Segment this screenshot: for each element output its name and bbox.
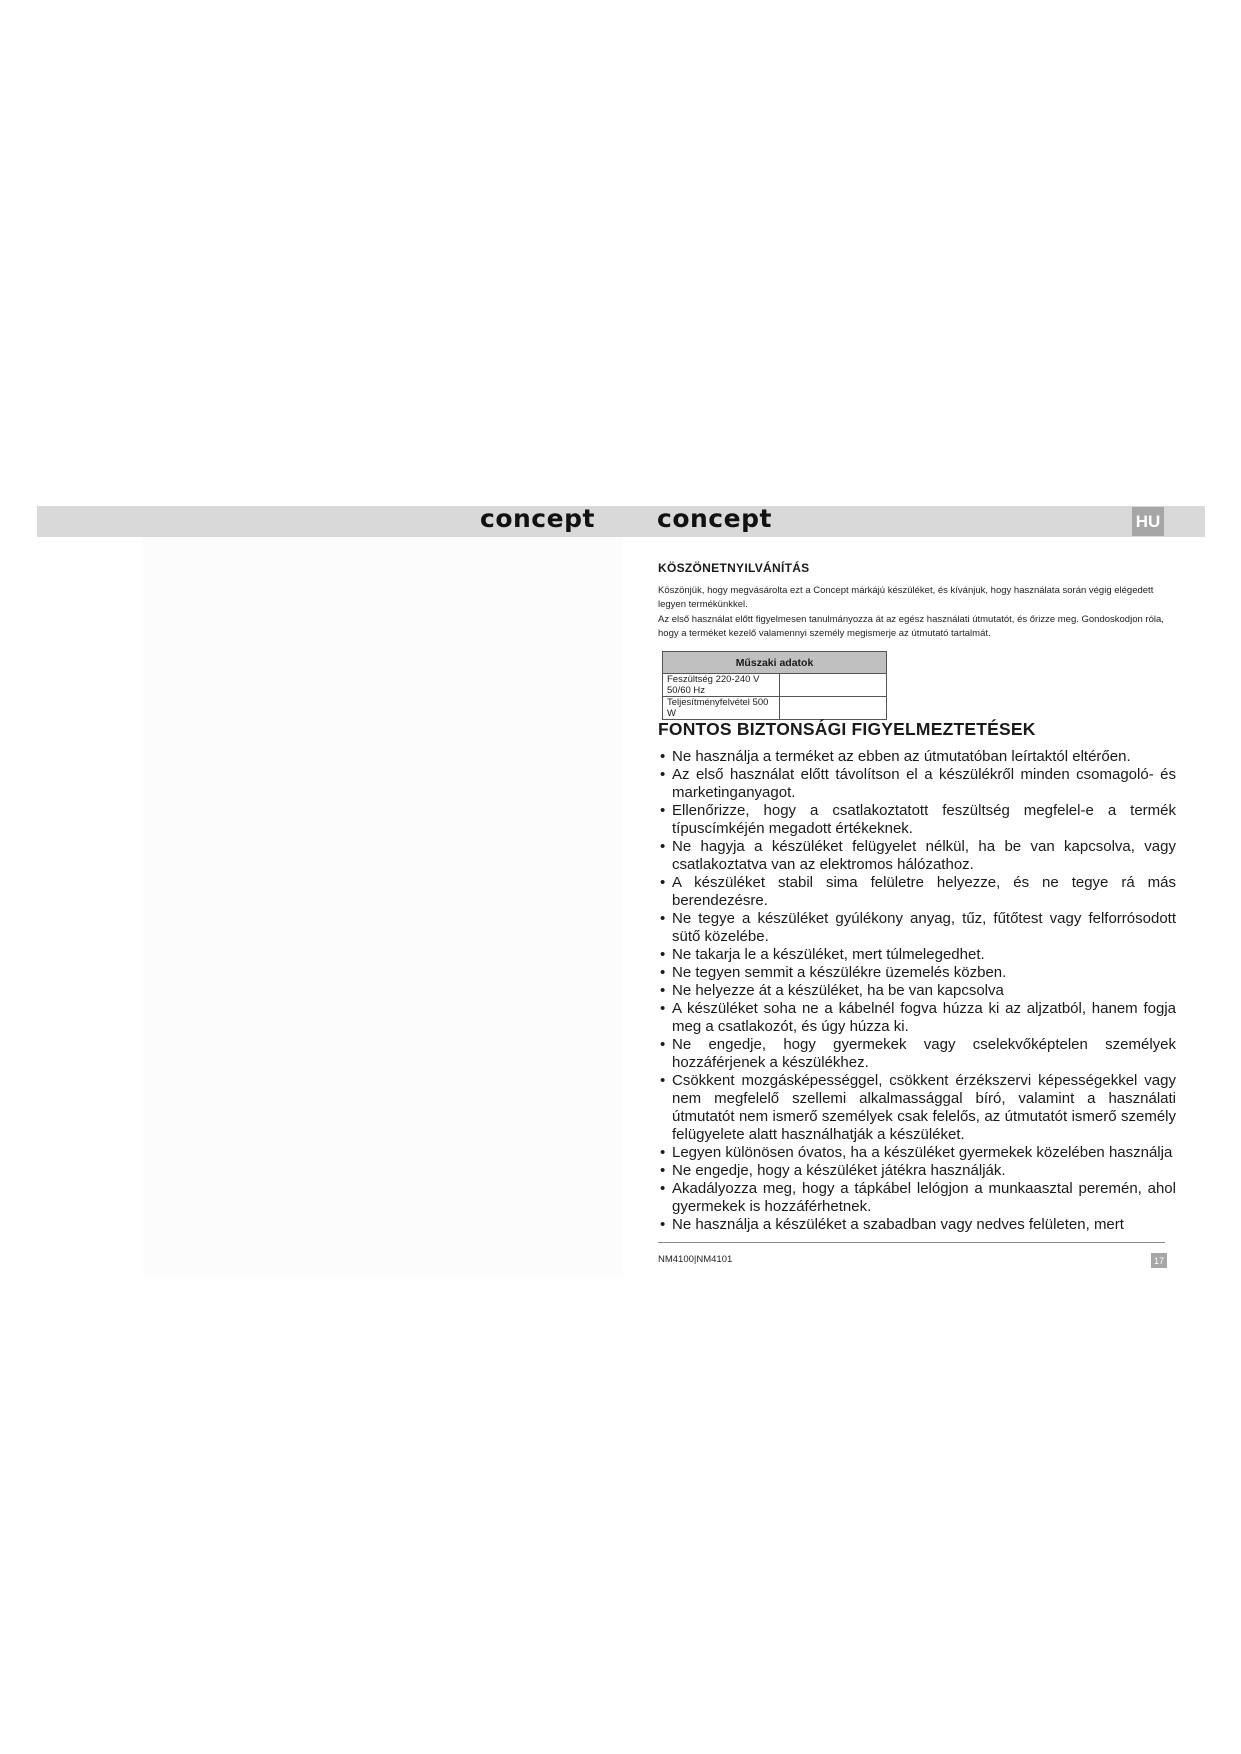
spec-value: [780, 697, 887, 720]
list-item: • A készüléket soha ne a kábelnél fogva húzza ki az aljzatból, hanem fogja meg a csatlakozót, és úgy húzza ki.: [658, 1000, 1176, 1036]
spec-label: Feszültség 220-240 V 50/60 Hz: [663, 674, 780, 697]
spec-label: Teljesítményfelvétel 500 W: [663, 697, 780, 720]
table-row: [663, 697, 887, 720]
list-item: • Ellenőrizze, hogy a csatlakoztatott feszültség megfelel-e a termék típuscímkéjén megadott értékeknek.: [658, 802, 1176, 838]
header-bar: [37, 506, 1205, 537]
list-item: • Ne engedje, hogy a készüléket játékra használják.: [658, 1162, 1176, 1180]
list-item: • Ne helyezze át a készüléket, ha be van kapcsolva: [658, 982, 1176, 1000]
list-item: • Ne használja a készüléket a szabadban vagy nedves felületen, mert: [658, 1216, 1176, 1234]
right-page: [658, 537, 1178, 1277]
brand-logo-left: concept: [480, 504, 595, 533]
language-badge: HU: [1132, 507, 1164, 536]
intro-title: KÖSZÖNETNYILVÁNÍTÁS: [658, 561, 810, 575]
list-item: • Ne engedje, hogy gyermekek vagy cselekvőképtelen személyek hozzáférjenek a készülékhez.: [658, 1036, 1176, 1072]
list-item: • A készüléket stabil sima felületre helyezze, és ne tegye rá más berendezésre.: [658, 874, 1176, 910]
left-page-blank: [143, 537, 623, 1277]
warnings-title: FONTOS BIZTONSÁGI FIGYELMEZTETÉSEK: [658, 719, 1036, 739]
list-item: • Akadályozza meg, hogy a tápkábel lelógjon a munkaasztal peremén, ahol gyermekek is hozzáférhetnek.: [658, 1180, 1176, 1216]
list-item: • Csökkent mozgásképességgel, csökkent érzékszervi képességekkel vagy nem megfelelő szellemi alkalmassággal bíró, valamint a használati útmutatót nem ismerő személyek csak felelős, az útmutatót ismerő személy felügyelete alatt használhatják a készüléket.: [658, 1072, 1176, 1144]
page-number: 17: [1151, 1253, 1167, 1268]
warnings-list: [658, 748, 1176, 1234]
spec-table-header: Műszaki adatok: [663, 652, 887, 674]
list-item: • Legyen különösen óvatos, ha a készüléket gyermekek közelében használja: [658, 1144, 1176, 1162]
spec-table: [662, 651, 887, 720]
list-item: • Ne használja a terméket az ebben az útmutatóban leírtaktól eltérően.: [658, 748, 1176, 766]
list-item: • Ne tegye a készüléket gyúlékony anyag, tűz, fűtőtest vagy felforrósodott sütő közelébe.: [658, 910, 1176, 946]
intro-paragraph-2: Az első használat előtt figyelmesen tanulmányozza át az egész használati útmutatót, és őrizze meg. Gondoskodjon róla, hogy a terméket kezelő valamennyi személy megismerje az útmutató tartalmát.: [658, 614, 1164, 639]
brand-logo-right: concept: [657, 504, 772, 533]
table-row: [663, 674, 887, 697]
list-item: • Az első használat előtt távolítson el a készülékről minden csomagoló- és marketinganyagot.: [658, 766, 1176, 802]
list-item: • Ne hagyja a készüléket felügyelet nélkül, ha be van kapcsolva, vagy csatlakoztatva van az elektromos hálózathoz.: [658, 838, 1176, 874]
footer-model-number: NM4100|NM4101: [658, 1254, 733, 1265]
list-item: • Ne takarja le a készüléket, mert túlmelegedhet.: [658, 946, 1176, 964]
footer-divider: [658, 1242, 1165, 1243]
list-item: • Ne tegyen semmit a készülékre üzemelés közben.: [658, 964, 1176, 982]
intro-paragraph-1: Köszönjük, hogy megvásárolta ezt a Concept márkájú készüléket, és kívánjuk, hogy használata során végig elégedett legyen termékünkkel.: [658, 585, 1154, 610]
spec-value: [780, 674, 887, 697]
